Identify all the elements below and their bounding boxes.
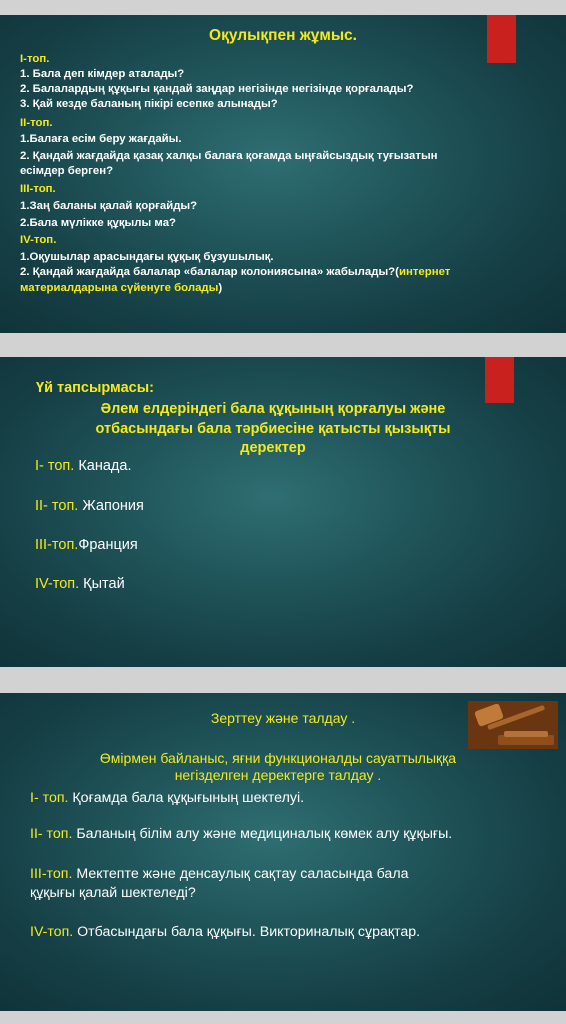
homework-item [35,498,546,514]
slide-research-analysis [0,693,566,1011]
question: 2.Бала мүлікке құқылы ма? [20,217,176,229]
group-label: ІV-топ. [20,234,57,246]
question: 1.Оқушылар арасындағы құқық бұзушылық. [20,251,274,263]
group-label: ІІІ-топ. [30,866,73,882]
topic: Отбасындағы бала құқығы. Викториналық сұрақтар. [73,924,421,940]
question: 1.Балаға есім беру жағдайы. [20,133,182,145]
question-text: 2. Қандай жағдайда балалар «балалар колониясына» жабылады?( [20,266,399,278]
topic: Мектепте және денсаулық сақтау саласында бала [72,866,409,882]
group-label: І-топ. [20,53,50,65]
country: Канада. [74,458,132,474]
research-subtitle: Өмірмен байланыс, яғни функционалды сауаттылыққа [99,750,457,766]
homework-heading: Үй тапсырмасы: [36,380,154,396]
homework-item [35,458,546,474]
group-label: І- топ. [35,458,75,474]
topic: құқығы қалай шектеледі? [30,885,196,901]
question: 2. Балалардың құқығы қандай заңдар негізінде негізінде қорғалады? [20,83,414,95]
slide-homework [0,357,566,667]
slide-title: Оқулықпен жұмыс. [209,27,357,44]
group-label: ІІ-топ. [20,117,53,129]
note-text: материалдарына сүйенуге болады [20,282,219,294]
homework-item [35,537,546,553]
question [20,265,546,280]
research-item [30,826,546,842]
group-label: ІІ- топ. [35,498,79,514]
question: 1.Заң баланы қалай қорғайды? [20,200,198,212]
group-label: ІV-топ. [35,576,80,592]
question: 3. Қай кезде баланың пікірі есепке алынады? [20,98,278,110]
group-label: ІІІ-топ. [20,183,56,195]
slide-work-with-textbook [0,15,566,333]
country: Жапония [78,498,144,514]
question: 1. Бала деп кімдер аталады? [20,68,185,80]
note-text: интернет [398,266,451,278]
question: 2. Қандай жағдайда қазақ халқы балаға қоғамда ыңғайсыздық туғызатын [20,150,438,162]
country: Қытай [79,576,125,592]
question: есімдер берген? [20,165,114,177]
research-item [30,790,546,806]
homework-subtitle: деректер [240,440,306,456]
homework-item [35,576,546,592]
research-item-continuation [30,885,546,901]
topic: Қоғамда бала құқығының шектелуі. [68,790,305,806]
homework-subtitle: отбасындағы бала тәрбиесіне қатысты қызықты [95,421,451,437]
research-item [30,866,546,882]
group-label: ІІ- топ. [30,826,73,842]
research-item [30,924,546,940]
note-close: ) [218,282,223,294]
group-label: І- топ. [30,790,69,806]
homework-subtitle: Әлем елдеріндегі бала құқының қорғалуы және [100,401,446,417]
research-subtitle: негізделген деректерге талдау . [174,767,382,783]
slide-title: Зерттеу және талдау . [210,710,356,726]
group-label: ІІІ-топ. [35,537,79,553]
question-continuation [20,281,546,296]
group-label: ІV-топ. [30,924,74,940]
country: Франция [78,537,138,553]
topic: Баланың білім алу және медициналық көмек алу құқығы. [72,826,453,842]
